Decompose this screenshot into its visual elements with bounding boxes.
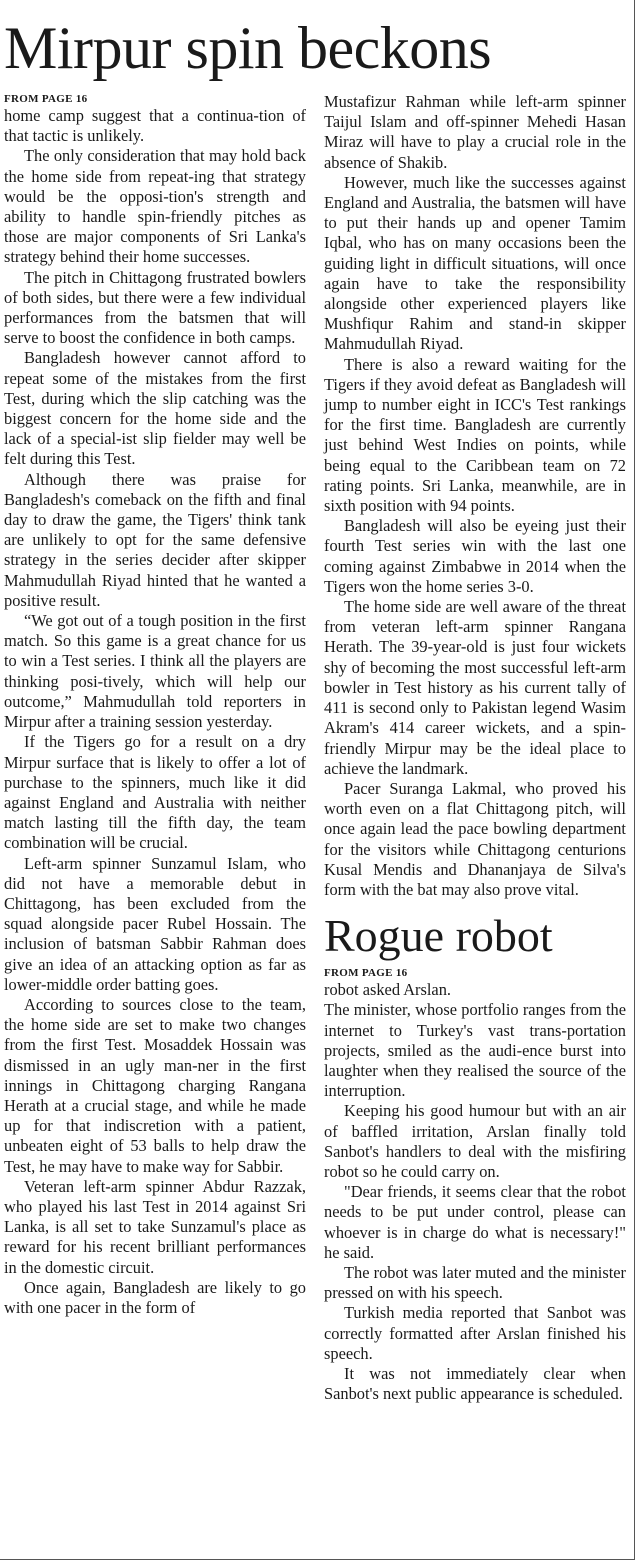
- paragraph: Keeping his good humour but with an air of baffled irritation, Arslan finally told Sanbot's handlers to deal with the misfiring robot so he could carry on.: [324, 1101, 626, 1181]
- paragraph: The minister, whose portfolio ranges from the internet to Turkey's vast trans-portation projects, smiled as the audi-ence burst into laughter when they realised the source of the interruption.: [324, 1000, 626, 1101]
- paragraph: Bangladesh however cannot afford to repeat some of the mistakes from the first Test, during which the slip catching was the biggest concern for the home side and the lack of a special-ist slip fielder may well be felt during this Test.: [4, 348, 306, 469]
- paragraph: It was not immediately clear when Sanbot's next public appearance is scheduled.: [324, 1363, 626, 1404]
- second-from-page-label: FROM PAGE 16: [324, 967, 408, 980]
- paragraph: The home side are well aware of the threat from veteran left-arm spinner Rangana Herath. The 39-year-old is just four wickets shy of becoming the most successful left-arm bowler in Test history as his current tally of 411 is second only to Pakistan legend Wasim Akram's 414 career wickets, and a spin-friendly Mirpur may be the ideal place to achieve the landmark.: [324, 597, 626, 778]
- paragraph: Bangladesh will also be eyeing just their fourth Test series win with the last one coming against Zimbabwe in 2014 when the Tigers won the home series 3-0.: [324, 516, 626, 596]
- paragraph: There is also a reward waiting for the Tigers if they avoid defeat as Bangladesh will jump to number eight in ICC's Test rankings for the first time. Bangladesh are currently just behind West Indies on points, while being equal to the Caribbean team on 72 rating points. Sri Lanka, meanwhile, are in sixth position with 94 points.: [324, 354, 626, 516]
- paragraph: Mustafizur Rahman while left-arm spinner Taijul Islam and off-spinner Mehedi Hasan Miraz will have to play a crucial role in the absence of Shakib.: [324, 92, 626, 172]
- main-story-left-column: [4, 92, 306, 1318]
- quote-paragraph: "Dear friends, it seems clear that the robot needs to be put under control, please can whoever is in charge do what is necessary!" he said.: [324, 1182, 626, 1262]
- paragraph: Once again, Bangladesh are likely to go with one pacer in the form of: [4, 1277, 306, 1317]
- paragraph: The robot was later muted and the minister pressed on with his speech.: [324, 1262, 626, 1303]
- paragraph: Left-arm spinner Sunzamul Islam, who did not have a memorable debut in Chittagong, has been excluded from the squad alongside pacer Rubel Hossain. The inclusion of batsman Sabbir Rahman does give an idea of an attacking option as far as lower-middle order batting goes.: [4, 853, 306, 994]
- from-page-label: FROM PAGE 16: [4, 93, 88, 105]
- quote-paragraph: “We got out of a tough position in the first match. So this game is a great chance for us to win a Test series. I think all the players are thinking posi-tively, which will help our outcome,” Mahmudullah told reporters in Mirpur after a training session yesterday.: [4, 611, 306, 732]
- main-headline: Mirpur spin beckons: [4, 15, 492, 81]
- paragraph: However, much like the successes against England and Australia, the batsmen will have to put their hands up and opener Tamim Iqbal, who has on many occasions been the guiding light in difficult situations, will once again have to take the responsibility alongside other experienced players like Mushfiqur Rahim and stand-in skipper Mahmudullah Riyad.: [324, 172, 626, 354]
- paragraph: According to sources close to the team, the home side are set to make two changes from the first Test. Mosaddek Hossain was dismissed in an ugly man-ner in the first innings in Chittagong charging Rangana Herath at a crucial stage, and while he made up for that indiscretion with a patient, unbeaten eight of 53 balls to help draw the Test, he may have to make way for Sabbir.: [4, 994, 306, 1176]
- paragraph: Veteran left-arm spinner Abdur Razzak, who played his last Test in 2014 against Sri Lanka, is all set to take Sunzamul's place as reward for his recent brilliant performances in the domestic circuit.: [4, 1176, 306, 1277]
- paragraph: home camp suggest that a continua-tion of that tactic is unlikely.: [4, 106, 306, 146]
- paragraph: Pacer Suranga Lakmal, who proved his worth even on a flat Chittagong pitch, will once again lead the pace bowling department for the visitors while Chittagong centurions Kusal Mendis and Dhananjaya de Silva's form with the bat may also prove vital.: [324, 778, 626, 899]
- paragraph: Although there was praise for Bangladesh's comeback on the fifth and final day to draw the game, the Tigers' think tank are unlikely to opt for the same defensive strategy in the series decider after skipper Mahmudullah Riyad hinted that he wanted a positive result.: [4, 469, 306, 610]
- paragraph: If the Tigers go for a result on a dry Mirpur surface that is likely to offer a lot of purchase to the spinners, much like it did against England and Australia with neither match lasting till the fifth day, the team combination will be crucial.: [4, 732, 306, 853]
- second-headline: Rogue robot: [324, 910, 553, 962]
- paragraph: The only consideration that may hold back the home side from repeat-ing that strategy would be the opposi-tion's strength and ability to handle spin-friendly pitches as those are major components of Sri Lanka's strategy behind their home successes.: [4, 146, 306, 267]
- paragraph: The pitch in Chittagong frustrated bowlers of both sides, but there were a few individual performances from the batsmen that will serve to boost the confidence in both camps.: [4, 267, 306, 348]
- paragraph: Turkish media reported that Sanbot was correctly formatted after Arslan finished his speech.: [324, 1303, 626, 1363]
- paragraph: robot asked Arslan.: [324, 980, 452, 1000]
- right-column: [324, 92, 626, 1404]
